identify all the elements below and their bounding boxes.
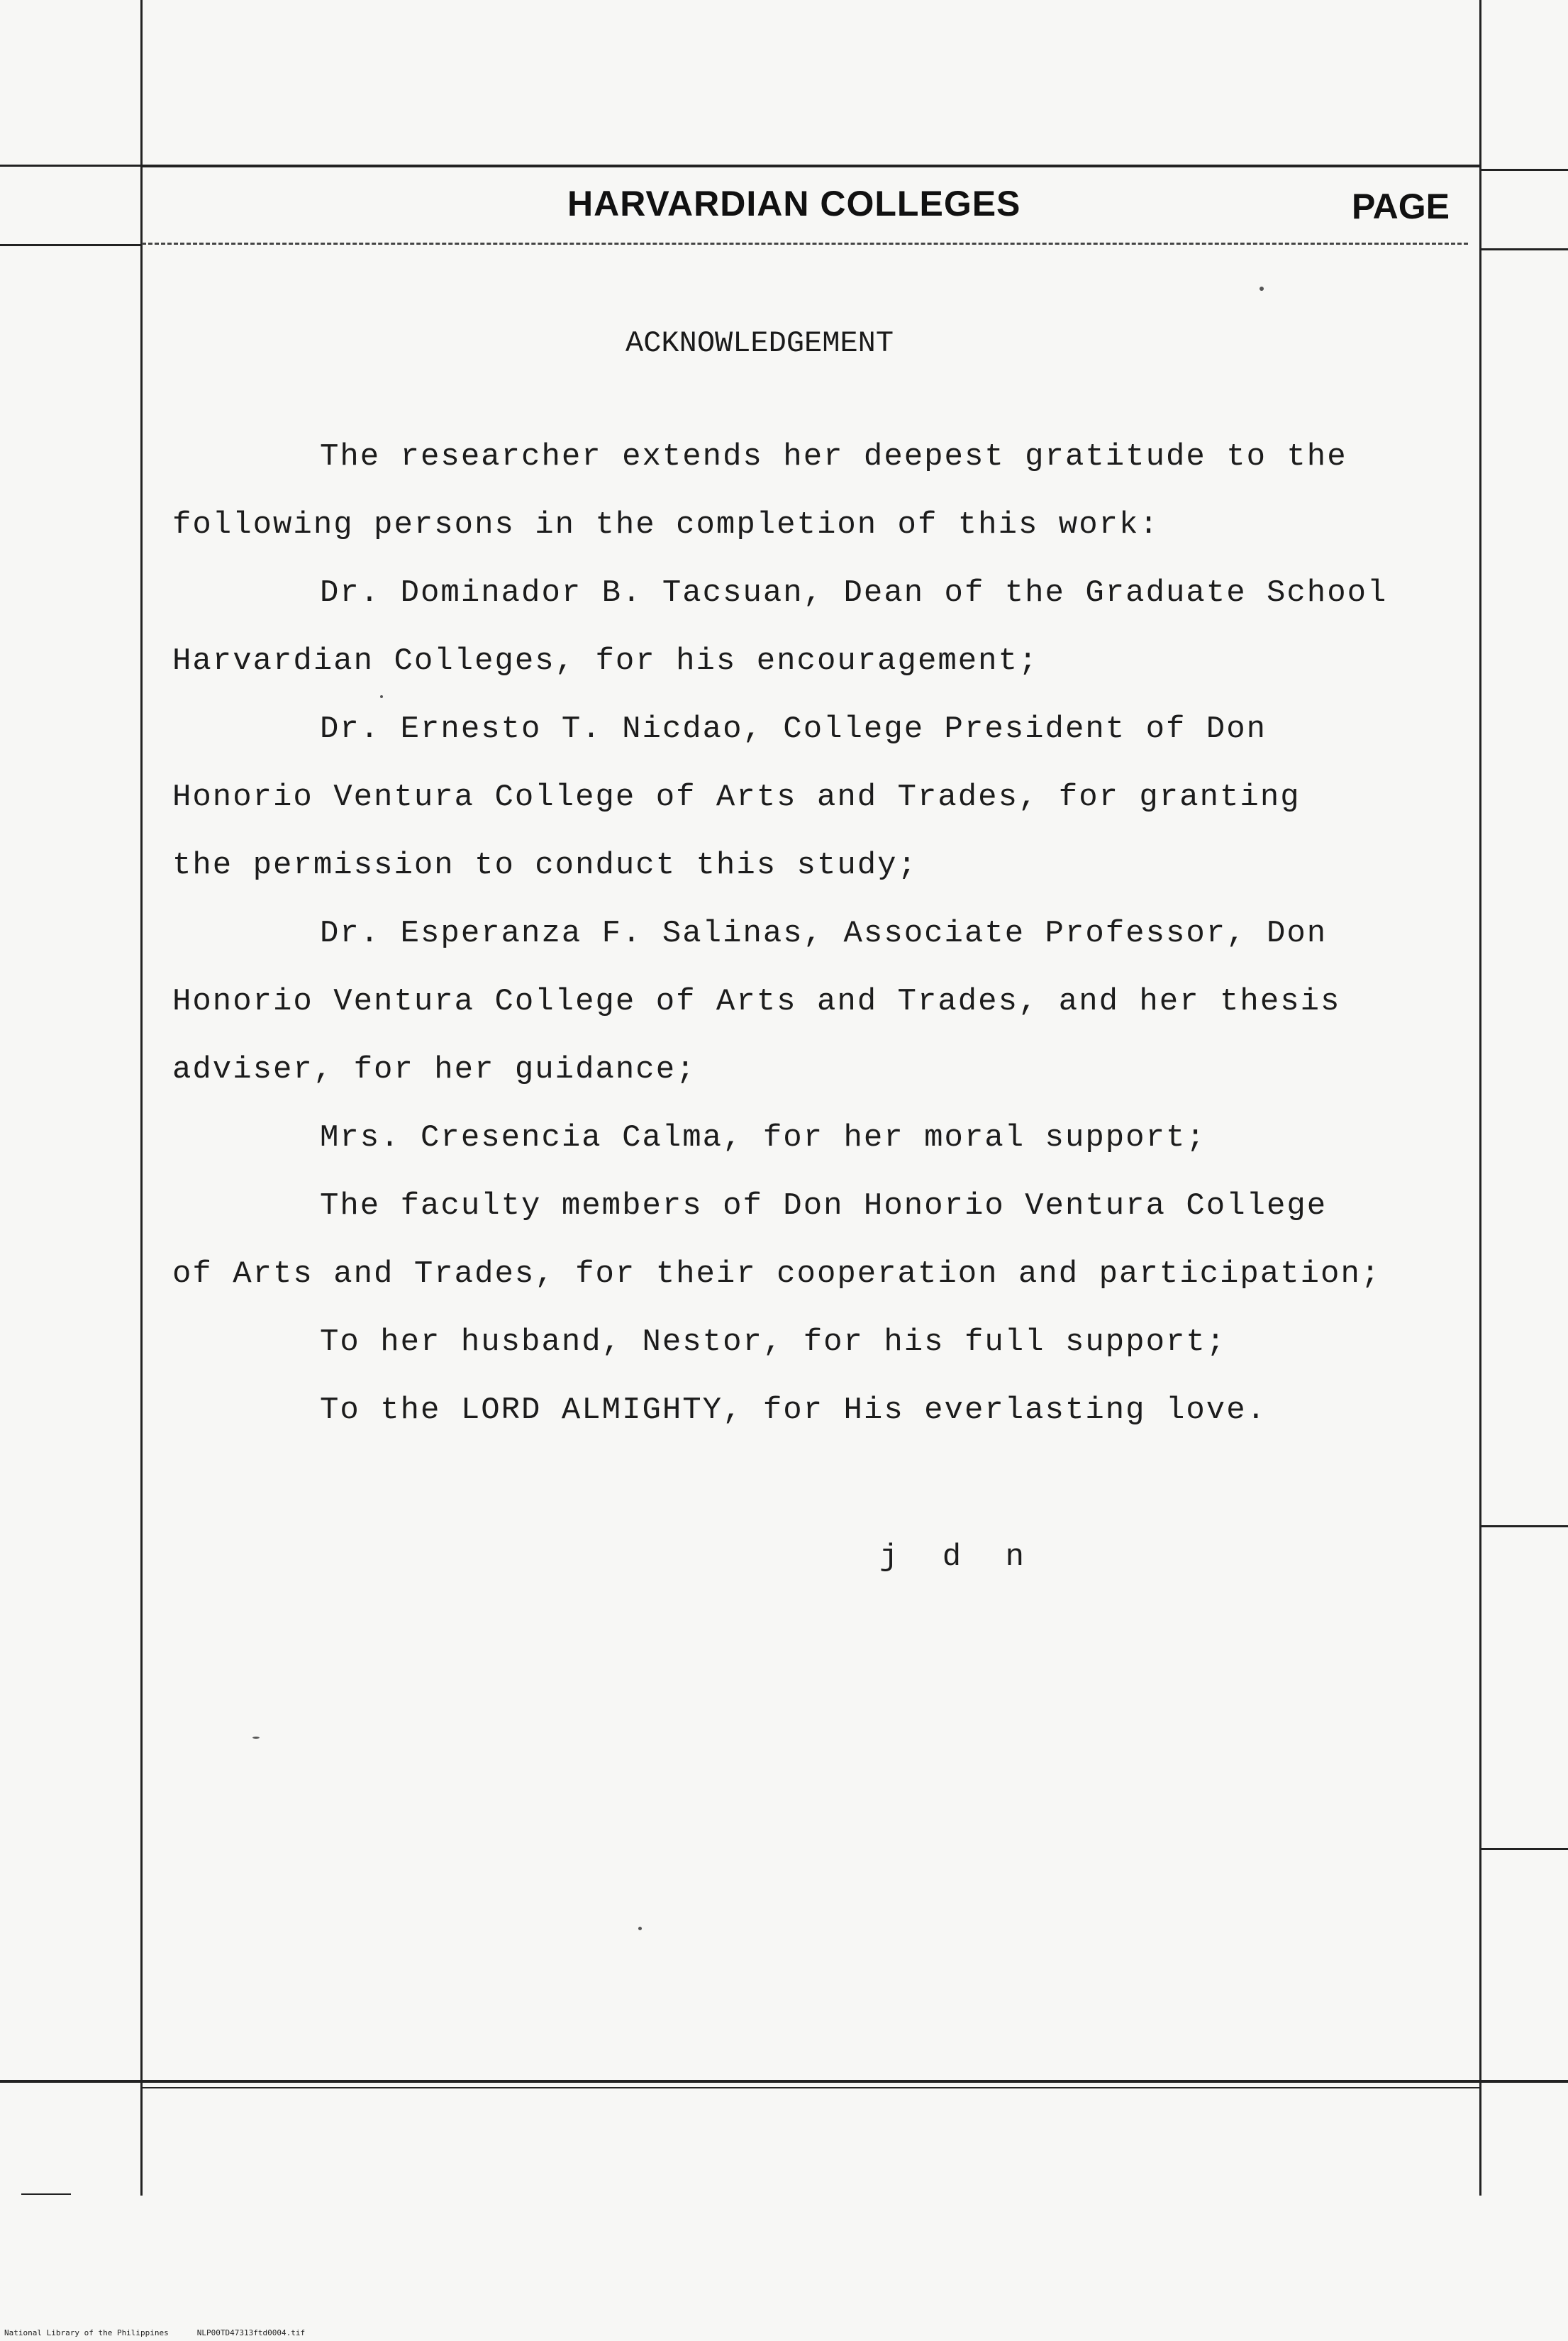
body-line: of Arts and Trades, for their cooperation and participation;: [172, 1256, 1381, 1292]
right-margin-rule: [1479, 0, 1481, 2196]
scan-speck: [638, 1927, 642, 1930]
body-line: To the LORD ALMIGHTY, for His everlasting love.: [320, 1393, 1267, 1428]
bottom-rule-secondary: [142, 2087, 1479, 2088]
body-line: To her husband, Nestor, for his full support;: [320, 1324, 1227, 1360]
left-margin-rule: [140, 0, 143, 2196]
body-line: the permission to conduct this study;: [172, 848, 918, 883]
body-line: Dr. Esperanza F. Salinas, Associate Professor, Don: [320, 916, 1328, 951]
bottom-rule: [0, 2080, 1568, 2083]
body-line: Honorio Ventura College of Arts and Trades, and her thesis: [172, 984, 1341, 1019]
library-name: National Library of the Philippines: [4, 2328, 169, 2337]
scan-footer: [4, 2328, 305, 2337]
body-line: Dr. Dominador B. Tacsuan, Dean of the Graduate School: [320, 575, 1388, 611]
right-tick-rule: [1481, 1848, 1568, 1850]
scan-speck: [1260, 287, 1264, 291]
institution-name: HARVARDIAN COLLEGES: [567, 184, 1021, 223]
acknowledgement-body: [172, 423, 1470, 1444]
document-heading: ACKNOWLEDGEMENT: [625, 326, 894, 360]
top-rule: [142, 165, 1479, 167]
header-underline-outer-right: [1481, 248, 1568, 250]
page-label: PAGE: [1352, 187, 1450, 226]
body-line: The researcher extends her deepest gratitude to the: [320, 439, 1347, 475]
body-line: Harvardian Colleges, for his encouragement;: [172, 643, 1039, 679]
body-line: following persons in the completion of this work:: [172, 507, 1160, 543]
body-line: The faculty members of Don Honorio Ventura College: [320, 1188, 1328, 1224]
top-rule-outer-right: [1481, 169, 1568, 171]
body-line: Dr. Ernesto T. Nicdao, College President of Don: [320, 712, 1267, 747]
body-line: Honorio Ventura College of Arts and Trades, for granting: [172, 780, 1301, 815]
file-id: NLP00TD47313ftd0004.tif: [196, 2328, 306, 2337]
bottom-margin-stub: [21, 2193, 71, 2195]
signature-initials: j d n: [879, 1539, 1038, 1575]
header-underline-outer-left: [0, 244, 140, 246]
scan-speck: [380, 695, 383, 698]
body-line: Mrs. Cresencia Calma, for her moral support;: [320, 1120, 1206, 1156]
body-line: adviser, for her guidance;: [172, 1052, 696, 1088]
scan-speck: [252, 1737, 260, 1739]
top-rule-outer-left: [0, 165, 140, 167]
right-tick-rule: [1481, 1525, 1568, 1527]
header-underline: [142, 243, 1468, 245]
